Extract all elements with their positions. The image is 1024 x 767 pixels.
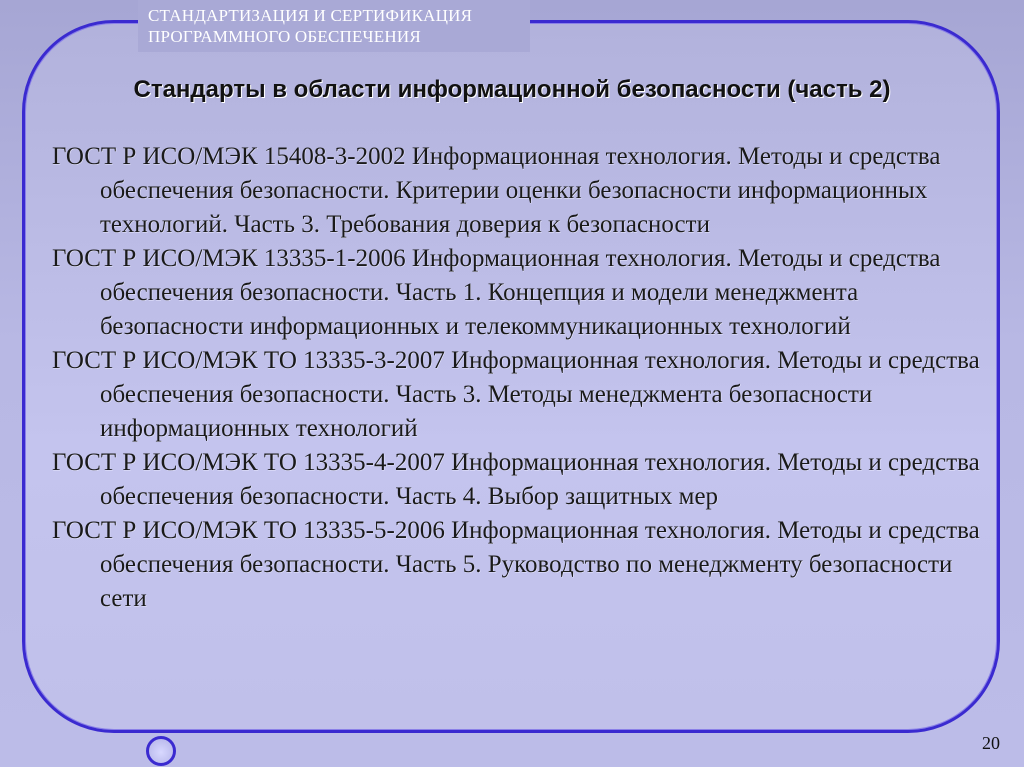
- slide-title: Стандарты в области информационной безопасности (часть 2): [133, 76, 891, 103]
- standard-item-4: ГОСТ Р ИСО/МЭК ТО 13335-4-2007 Информационная технология. Методы и средства обеспечения безопасности. Часть 4. Выбор защитных мер: [52, 449, 980, 510]
- header-line-1: СТАНДАРТИЗАЦИЯ И СЕРТИФИКАЦИЯ: [148, 6, 473, 25]
- standard-item-3: ГОСТ Р ИСО/МЭК ТО 13335-3-2007 Информационная технология. Методы и средства обеспечения безопасности. Часть 3. Методы менеджмента безопасности информационных технологий: [52, 347, 980, 442]
- header-line-2: ПРОГРАММНОГО ОБЕСПЕЧЕНИЯ: [148, 27, 421, 46]
- standard-item-2: ГОСТ Р ИСО/МЭК 13335-1-2006 Информационная технология. Методы и средства обеспечения безопасности. Часть 1. Концепция и модели менеджмента безопасности информационных и телекоммуникационных технологий: [52, 245, 941, 340]
- standard-item-1: ГОСТ Р ИСО/МЭК 15408-3-2002 Информационная технология. Методы и средства обеспечения безопасности. Критерии оценки безопасности информационных технологий. Часть 3. Требования доверия к безопасности: [52, 143, 941, 238]
- standard-item-5: ГОСТ Р ИСО/МЭК ТО 13335-5-2006 Информационная технология. Методы и средства обеспечения безопасности. Часть 5. Руководство по менеджменту безопасности сети: [52, 517, 980, 612]
- page-number: 20: [982, 733, 1000, 753]
- standards-list: [52, 140, 992, 616]
- navigation-circle-icon[interactable]: [146, 736, 176, 766]
